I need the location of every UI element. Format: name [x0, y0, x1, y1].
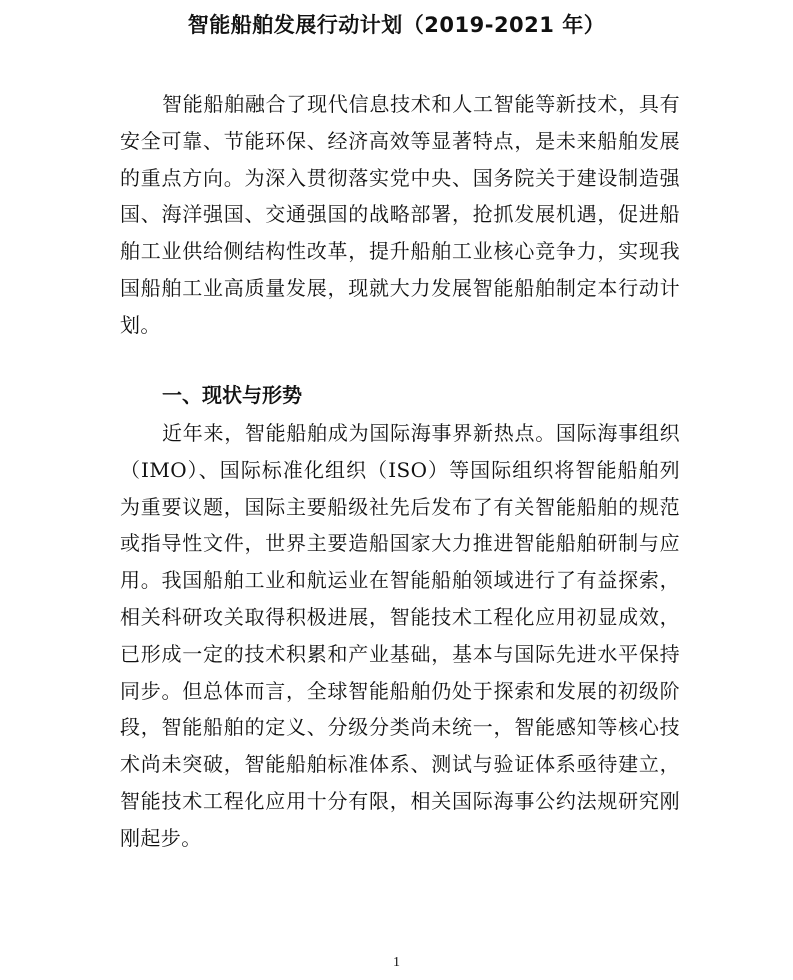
document-title: 智能船舶发展行动计划（2019-2021 年） [187, 13, 606, 37]
page-number: 1 [393, 955, 400, 970]
section-heading: 一、现状与形势 [162, 383, 302, 407]
intro-paragraph: 智能船舶融合了现代信息技术和人工智能等新技术，具有安全可靠、节能环保、经济高效等显著特点，是未来船舶发展的重点方向。为深入贯彻落实党中央、国务院关于建设制造强国、海洋强国、交通强国的战略部署，抢抓发展机遇，促进船舶工业供给侧结构性改革，提升船舶工业核心竞争力，实现我国船舶工业高质量发展，现就大力发展智能船舶制定本行动计划。 [120, 92, 680, 337]
section-paragraph: 近年来，智能船舶成为国际海事界新热点。国际海事组织（IMO）、国际标准化组织（ISO）等国际组织将智能船舶列为重要议题，国际主要船级社先后发布了有关智能船舶的规范或指导性文件，世界主要造船国家大力推进智能船舶研制与应用。我国船舶工业和航运业在智能船舶领域进行了有益探索，相关科研攻关取得积极进展，智能技术工程化应用初显成效，已形成一定的技术积累和产业基础，基本与国际先进水平保持同步。但总体而言，全球智能船舶仍处于探索和发展的初级阶段，智能船舶的定义、分级分类尚未统一，智能感知等核心技术尚未突破，智能船舶标准体系、测试与验证体系亟待建立，智能技术工程化应用十分有限，相关国际海事公约法规研究刚刚起步。 [120, 421, 680, 850]
